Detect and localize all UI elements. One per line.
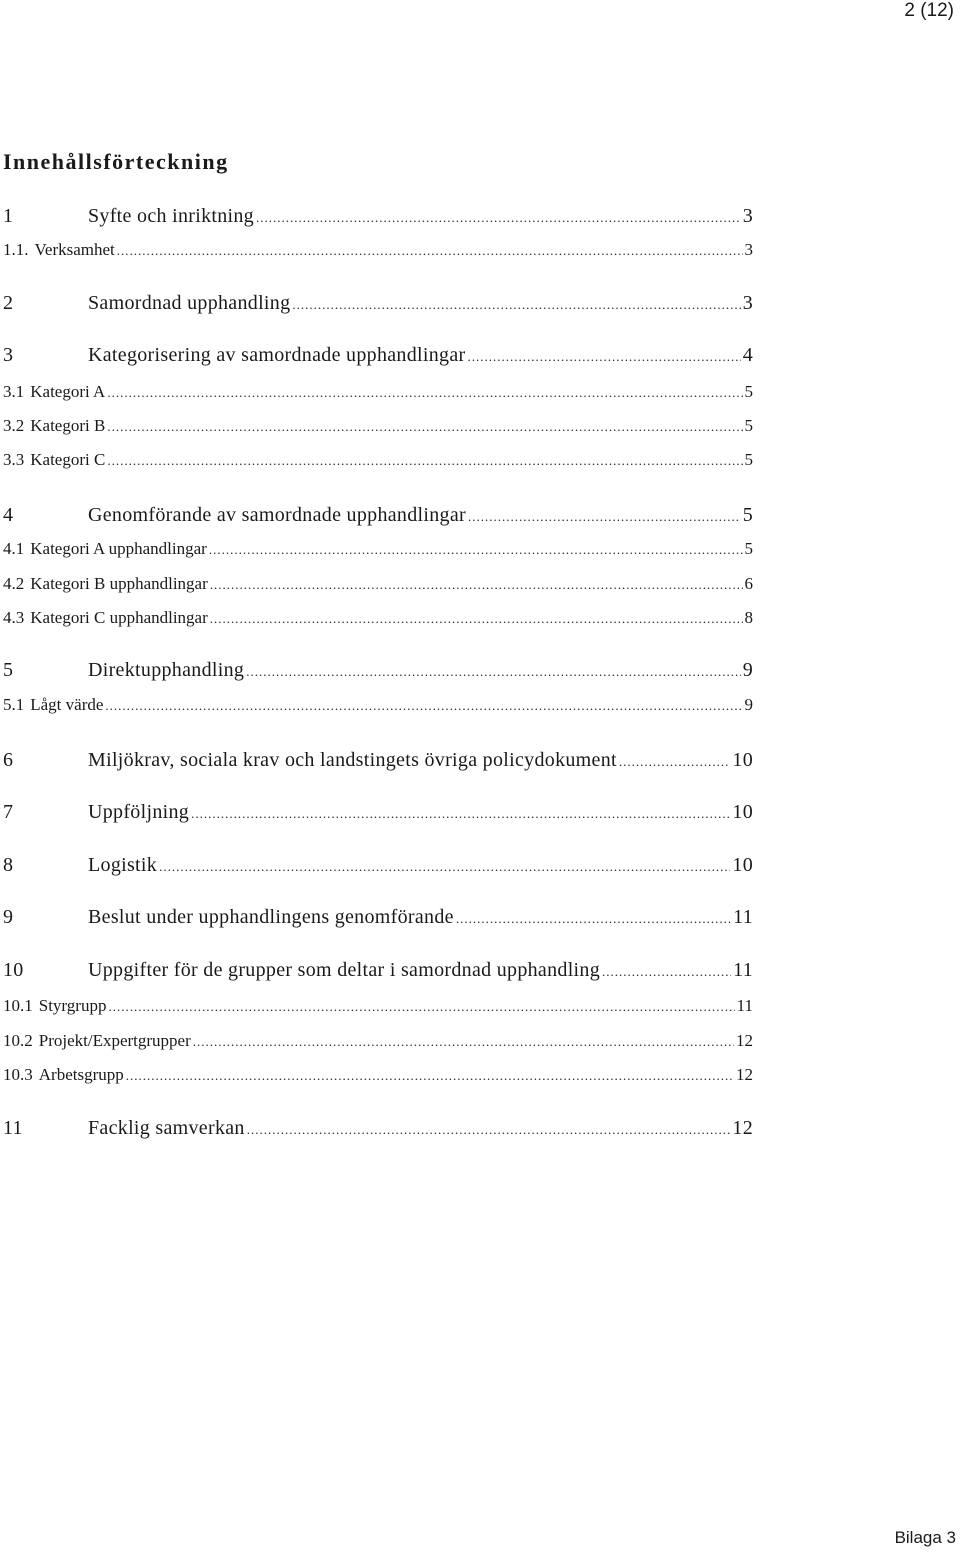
toc-entry[interactable] xyxy=(3,449,753,471)
toc-dot-leader xyxy=(107,382,742,404)
toc-entry-title: Direktupphandling xyxy=(88,659,245,681)
toc-entry[interactable] xyxy=(3,852,753,878)
toc-dot-leader xyxy=(256,205,741,231)
toc-dot-leader xyxy=(193,1031,734,1053)
toc-entry-number: 10.2 xyxy=(3,1031,33,1050)
toc-entry-number: 11 xyxy=(3,1117,23,1139)
toc-entry-page: 10 xyxy=(732,854,753,876)
toc-entry-number: 9 xyxy=(3,906,14,928)
toc-entry-title: Uppgifter för de grupper som deltar i samordnad upphandling xyxy=(88,959,601,981)
toc-dot-leader xyxy=(246,659,741,685)
toc-dot-leader xyxy=(107,450,742,472)
toc-entry-page: 11 xyxy=(733,959,753,981)
toc-entry-page: 12 xyxy=(736,1031,753,1050)
toc-dot-leader xyxy=(209,539,743,561)
toc-entry-number: 10 xyxy=(3,959,24,981)
toc-dot-leader xyxy=(159,854,730,880)
toc-entry-page: 10 xyxy=(732,801,753,823)
toc-entry-title: Logistik xyxy=(88,854,158,876)
toc-entry[interactable] xyxy=(3,502,753,528)
toc-entry-page: 6 xyxy=(744,574,753,593)
toc-entry-page: 3 xyxy=(744,240,753,259)
toc-entry-page: 3 xyxy=(742,205,753,227)
toc-entry[interactable] xyxy=(3,995,753,1017)
toc-entry-title: Beslut under upphandlingens genomförande xyxy=(88,906,454,928)
toc-entry-page: 5 xyxy=(744,539,753,558)
toc-entry-number: 10.1 xyxy=(3,996,33,1015)
toc-entry-number: 4 xyxy=(3,504,14,526)
toc-entry-number: 8 xyxy=(3,854,14,876)
toc-entry-number: 3 xyxy=(3,344,14,366)
toc-entry[interactable] xyxy=(3,342,753,368)
toc-entry-title: Verksamhet xyxy=(34,240,115,259)
toc-dot-leader xyxy=(456,906,731,932)
toc-entry[interactable] xyxy=(3,573,753,595)
toc-entry[interactable] xyxy=(3,657,753,683)
toc-entry-number: 10.3 xyxy=(3,1065,33,1084)
toc-entry-page: 5 xyxy=(744,416,753,435)
toc-entry[interactable] xyxy=(3,747,753,773)
toc-entry[interactable] xyxy=(3,1115,753,1141)
toc-entry-number: 2 xyxy=(3,292,14,314)
toc-entry-title: Syfte och inriktning xyxy=(88,205,254,227)
toc-dot-leader xyxy=(107,416,742,438)
toc-dot-leader xyxy=(619,749,731,775)
toc-entry-number: 1.1. xyxy=(3,240,29,259)
toc-entry[interactable] xyxy=(3,290,753,316)
toc-entry-number: 7 xyxy=(3,801,14,823)
toc-entry-title: Miljökrav, sociala krav och landstingets övriga policydokument xyxy=(88,749,617,771)
toc-entry-page: 12 xyxy=(736,1065,753,1084)
toc-entry-title: Kategori C upphandlingar xyxy=(30,608,208,627)
toc-entry-page: 9 xyxy=(742,659,753,681)
toc-entry-number: 5.1 xyxy=(3,695,25,714)
toc-entry-page: 8 xyxy=(744,608,753,627)
toc-entry[interactable] xyxy=(3,957,753,983)
toc-entry-number: 4.2 xyxy=(3,574,25,593)
toc-dot-leader xyxy=(468,504,741,530)
toc-entry[interactable] xyxy=(3,239,753,261)
toc-entry[interactable] xyxy=(3,694,753,716)
toc-entry-page: 4 xyxy=(742,344,753,366)
toc-dot-leader xyxy=(191,801,730,827)
toc-dot-leader xyxy=(126,1065,734,1087)
toc-entry[interactable] xyxy=(3,538,753,560)
toc-dot-leader xyxy=(210,574,743,596)
toc-entry-title: Kategori B upphandlingar xyxy=(30,574,208,593)
toc-entry-number: 3.3 xyxy=(3,450,25,469)
toc-entry[interactable] xyxy=(3,799,753,825)
toc-entry[interactable] xyxy=(3,1030,753,1052)
toc-entry-page: 11 xyxy=(736,996,753,1015)
toc-entry-title: Projekt/Expertgrupper xyxy=(38,1031,191,1050)
toc-entry-title: Facklig samverkan xyxy=(88,1117,245,1139)
toc-heading: Innehållsförteckning xyxy=(3,149,229,174)
toc-dot-leader xyxy=(210,608,743,630)
toc-entry-number: 6 xyxy=(3,749,14,771)
toc-dot-leader xyxy=(117,240,743,262)
toc-dot-leader xyxy=(292,292,740,318)
toc-entry-number: 3.2 xyxy=(3,416,25,435)
toc-entry-title: Samordnad upphandling xyxy=(88,292,291,314)
toc-entry-title: Kategorisering av samordnade upphandlingar xyxy=(88,344,466,366)
toc-entry-page: 5 xyxy=(744,382,753,401)
toc-entry-number: 5 xyxy=(3,659,14,681)
toc-entry-number: 1 xyxy=(3,205,14,227)
toc-entry[interactable] xyxy=(3,415,753,437)
toc-entry[interactable] xyxy=(3,904,753,930)
toc-entry-title: Kategori C xyxy=(30,450,106,469)
toc-entry[interactable] xyxy=(3,1064,753,1086)
toc-entry-page: 12 xyxy=(732,1117,753,1139)
appendix-label: Bilaga 3 xyxy=(894,1528,956,1547)
page-number: 2 (12) xyxy=(904,0,954,21)
toc-entry-page: 10 xyxy=(732,749,753,771)
toc-dot-leader xyxy=(105,695,742,717)
toc-entry[interactable] xyxy=(3,381,753,403)
toc-dot-leader xyxy=(602,959,731,985)
toc-dot-leader xyxy=(108,996,734,1018)
toc-entry[interactable] xyxy=(3,607,753,629)
toc-entry-title: Uppföljning xyxy=(88,801,190,823)
toc-dot-leader xyxy=(247,1117,731,1143)
toc-entry-title: Styrgrupp xyxy=(38,996,107,1015)
toc-entry-title: Lågt värde xyxy=(30,695,104,714)
toc-entry[interactable] xyxy=(3,203,753,229)
toc-entry-page: 5 xyxy=(742,504,753,526)
toc-entry-title: Kategori A xyxy=(30,382,106,401)
toc-entry-number: 4.1 xyxy=(3,539,25,558)
toc-entry-title: Kategori B xyxy=(30,416,106,435)
toc-entry-page: 5 xyxy=(744,450,753,469)
toc-entry-number: 4.3 xyxy=(3,608,25,627)
toc-dot-leader xyxy=(467,344,740,370)
toc-entry-page: 3 xyxy=(742,292,753,314)
toc-entry-page: 9 xyxy=(744,695,753,714)
toc-entry-title: Kategori A upphandlingar xyxy=(30,539,207,558)
toc-entry-title: Arbetsgrupp xyxy=(38,1065,124,1084)
toc-entry-page: 11 xyxy=(733,906,753,928)
toc-entry-number: 3.1 xyxy=(3,382,25,401)
toc-entry-title: Genomförande av samordnade upphandlingar xyxy=(88,504,466,526)
